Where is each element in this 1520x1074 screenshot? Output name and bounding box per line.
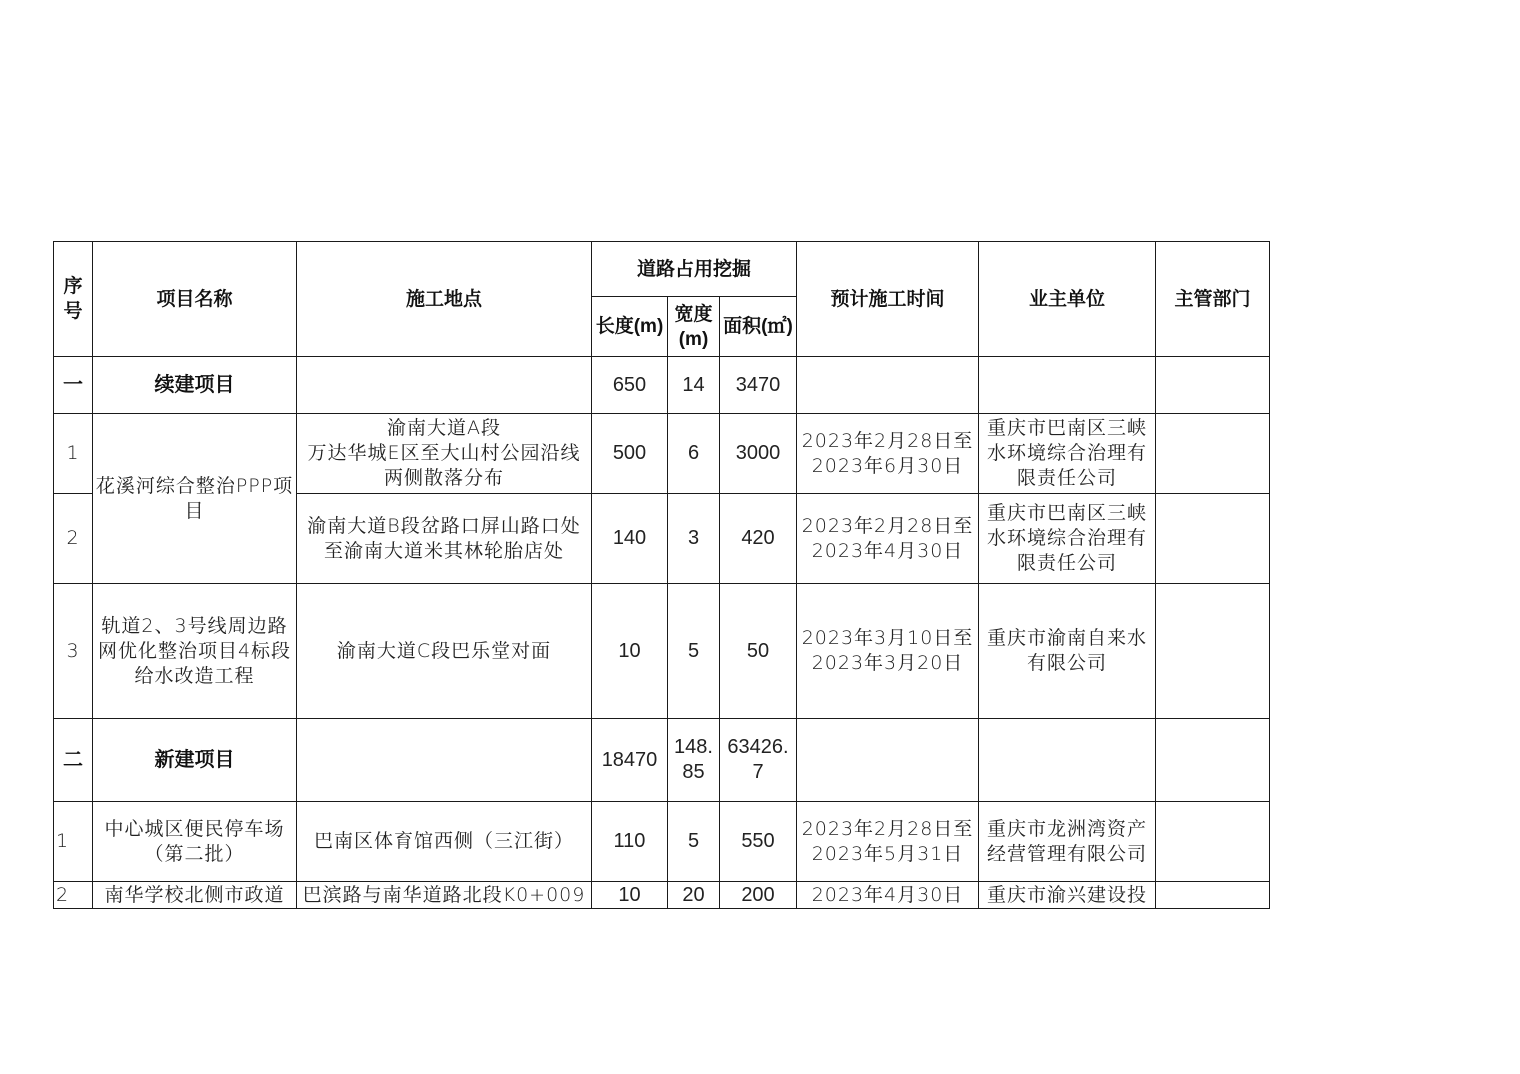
row-length: 140 bbox=[592, 494, 668, 584]
row-area: 50 bbox=[720, 584, 797, 719]
table-row bbox=[54, 414, 1270, 494]
section-dept bbox=[1156, 357, 1270, 414]
row-width: 5 bbox=[668, 584, 720, 719]
section-time bbox=[797, 357, 979, 414]
row-dept bbox=[1156, 882, 1270, 909]
row-area: 420 bbox=[720, 494, 797, 584]
row-seq: 1 bbox=[54, 414, 93, 494]
section-owner bbox=[979, 357, 1156, 414]
header-owner: 业主单位 bbox=[979, 242, 1156, 357]
row-length: 110 bbox=[592, 802, 668, 882]
row-length: 500 bbox=[592, 414, 668, 494]
row-seq: 2 bbox=[54, 882, 93, 909]
row-project-name: 南华学校北侧市政道 bbox=[93, 882, 297, 909]
section-area: 3470 bbox=[720, 357, 797, 414]
row-time: 2023年3月10日至2023年3月20日 bbox=[797, 584, 979, 719]
row-time: 2023年2月28日至2023年4月30日 bbox=[797, 494, 979, 584]
row-owner: 重庆市巴南区三峡水环境综合治理有限责任公司 bbox=[979, 414, 1156, 494]
row-length: 10 bbox=[592, 584, 668, 719]
section-row-new bbox=[54, 719, 1270, 802]
row-owner: 重庆市渝兴建设投 bbox=[979, 882, 1156, 909]
row-dept bbox=[1156, 584, 1270, 719]
row-seq: 3 bbox=[54, 584, 93, 719]
row-seq: 2 bbox=[54, 494, 93, 584]
row-owner: 重庆市渝南自来水有限公司 bbox=[979, 584, 1156, 719]
section-seq: 一 bbox=[54, 357, 93, 414]
row-location bbox=[297, 414, 592, 494]
row-dept bbox=[1156, 414, 1270, 494]
header-time: 预计施工时间 bbox=[797, 242, 979, 357]
row-area: 200 bbox=[720, 882, 797, 909]
row-area: 550 bbox=[720, 802, 797, 882]
section-dept bbox=[1156, 719, 1270, 802]
row-dept bbox=[1156, 494, 1270, 584]
row-length: 10 bbox=[592, 882, 668, 909]
location-line: 渝南大道A段 bbox=[387, 417, 501, 439]
row-project-name: 中心城区便民停车场（第二批） bbox=[93, 802, 297, 882]
row-seq: 1 bbox=[54, 802, 93, 882]
section-area: 63426.7 bbox=[720, 719, 797, 802]
table-row bbox=[54, 882, 1270, 909]
section-owner bbox=[979, 719, 1156, 802]
header-project-name: 项目名称 bbox=[93, 242, 297, 357]
header-area: 面积(㎡) bbox=[720, 297, 797, 357]
section-width: 148.85 bbox=[668, 719, 720, 802]
table-row bbox=[54, 584, 1270, 719]
section-length: 18470 bbox=[592, 719, 668, 802]
row-width: 6 bbox=[668, 414, 720, 494]
row-location: 巴南区体育馆西侧（三江街） bbox=[297, 802, 592, 882]
row-dept bbox=[1156, 802, 1270, 882]
header-location: 施工地点 bbox=[297, 242, 592, 357]
row-owner: 重庆市巴南区三峡水环境综合治理有限责任公司 bbox=[979, 494, 1156, 584]
row-owner: 重庆市龙洲湾资产经营管理有限公司 bbox=[979, 802, 1156, 882]
row-project-name: 花溪河综合整治PPP项目 bbox=[93, 414, 297, 584]
header-dept: 主管部门 bbox=[1156, 242, 1270, 357]
table-row bbox=[54, 802, 1270, 882]
header-length: 长度(m) bbox=[592, 297, 668, 357]
row-project-name: 轨道2、3号线周边路网优化整治项目4标段给水改造工程 bbox=[93, 584, 297, 719]
section-location bbox=[297, 719, 592, 802]
row-width: 3 bbox=[668, 494, 720, 584]
row-area: 3000 bbox=[720, 414, 797, 494]
section-time bbox=[797, 719, 979, 802]
section-name: 新建项目 bbox=[93, 719, 297, 802]
header-row bbox=[54, 242, 1270, 297]
section-seq: 二 bbox=[54, 719, 93, 802]
row-width: 5 bbox=[668, 802, 720, 882]
header-width: 宽度(m) bbox=[668, 297, 720, 357]
row-location: 渝南大道B段岔路口屏山路口处至渝南大道米其林轮胎店处 bbox=[297, 494, 592, 584]
row-location: 渝南大道C段巴乐堂对面 bbox=[297, 584, 592, 719]
row-location: 巴滨路与南华道路北段K0+009 bbox=[297, 882, 592, 909]
section-length: 650 bbox=[592, 357, 668, 414]
section-name: 续建项目 bbox=[93, 357, 297, 414]
row-time: 2023年2月28日至2023年6月30日 bbox=[797, 414, 979, 494]
row-time: 2023年2月28日至2023年5月31日 bbox=[797, 802, 979, 882]
section-location bbox=[297, 357, 592, 414]
location-line: 万达华城E区至大山村公园沿线两侧散落分布 bbox=[307, 442, 581, 489]
header-road-occupation: 道路占用挖掘 bbox=[592, 242, 797, 297]
construction-projects-table bbox=[53, 241, 1270, 909]
section-row-continued bbox=[54, 357, 1270, 414]
header-seq: 序号 bbox=[54, 242, 93, 357]
row-time: 2023年4月30日 bbox=[797, 882, 979, 909]
section-width: 14 bbox=[668, 357, 720, 414]
row-width: 20 bbox=[668, 882, 720, 909]
